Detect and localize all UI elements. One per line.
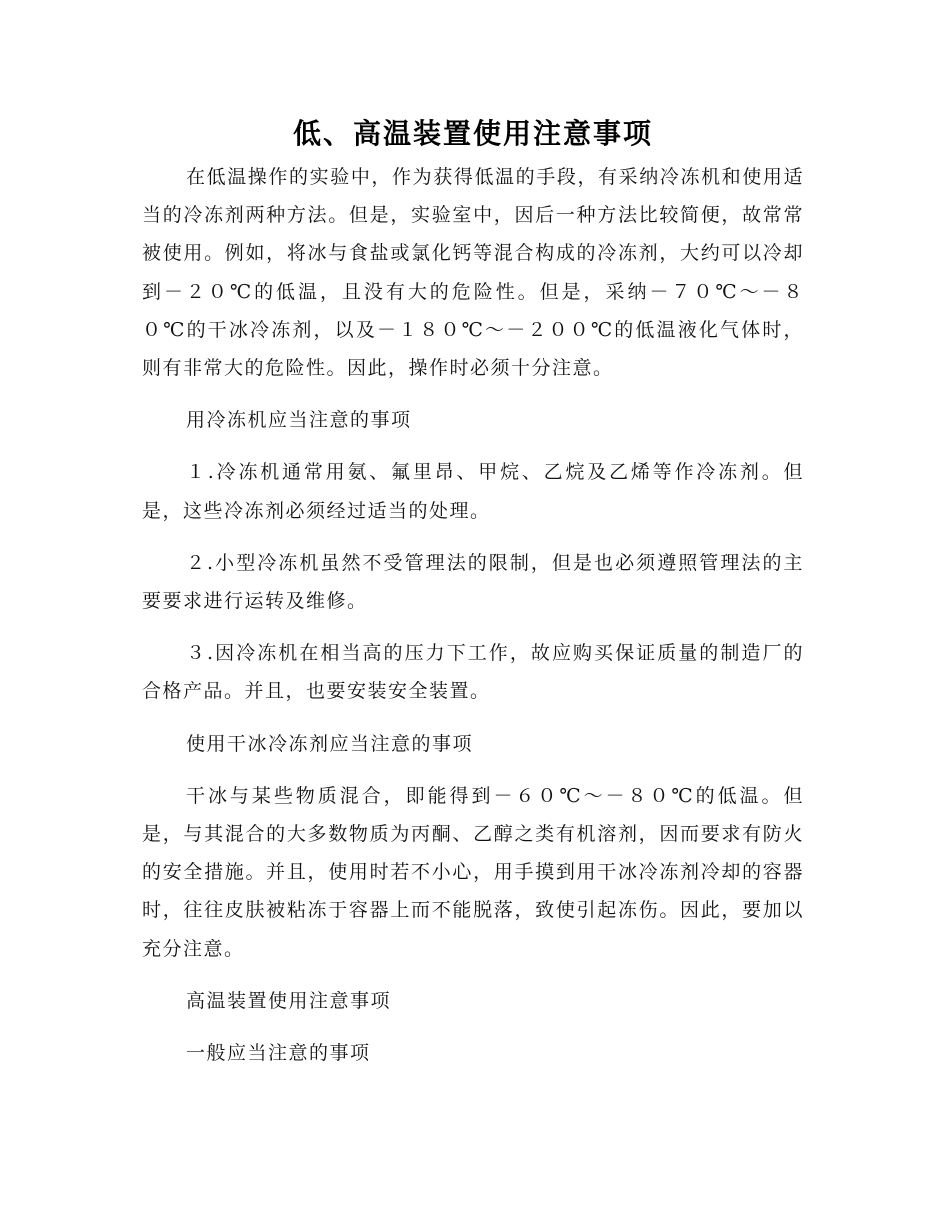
section-heading-dry-ice: 使用干冰冷冻剂应当注意的事项	[186, 732, 474, 755]
section-heading-high-temp: 高温装置使用注意事项	[186, 989, 392, 1012]
section-heading-general: 一般应当注意的事项	[186, 1042, 371, 1065]
section-heading-refrigerator: 用冷冻机应当注意的事项	[186, 409, 412, 432]
list-item-pressure-safety: ３.因冷冻机在相当高的压力下工作，故应购买保证质量的制造厂的合格产品。并且，也要安装安全装置。	[142, 642, 804, 703]
paragraph-dry-ice: 干冰与某些物质混合，即能得到－６０℃～－８０℃的低温。但是，与其混合的大多数物质为丙酮、乙醇之类有机溶剂，因而要求有防火的安全措施。并且，使用时若不小心，用手摸到用干冰冷冻剂冷却的容器时，往往皮肤被粘冻于容器上而不能脱落，致使引起冻伤。因此，要加以充分注意。	[142, 784, 804, 960]
list-item-refrigerant: １.冷冻机通常用氨、氟里昂、甲烷、乙烷及乙烯等作冷冻剂。但是，这些冷冻剂必须经过适当的处理。	[142, 461, 804, 522]
document-title: 低、高温装置使用注意事项	[292, 117, 653, 150]
paragraph-low-temp-intro: 在低温操作的实验中，作为获得低温的手段，有采纳冷冻机和使用适当的冷冻剂两种方法。但是，实验室中，因后一种方法比较简便，故常常被使用。例如，将冰与食盐或氯化钙等混合构成的冷冻剂，大约可以冷却到－２０℃的低温，且没有大的危险性。但是，采纳－７０℃～－８０℃的干冰冷冻剂，以及－１８０℃～－２００℃的低温液化气体时，则有非常大的危险性。因此，操作时必须十分注意。	[142, 166, 804, 380]
list-item-small-refrigerator: ２.小型冷冻机虽然不受管理法的限制，但是也必须遵照管理法的主要要求进行运转及维修。	[142, 551, 804, 613]
